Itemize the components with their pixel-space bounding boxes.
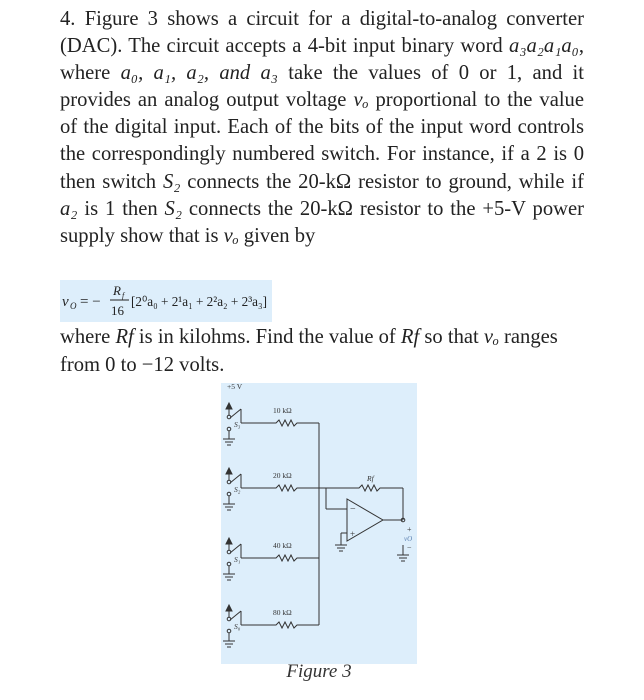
eq-lhs: v	[62, 294, 69, 310]
eq-bracket: [2⁰a₀ + 2¹a₁ + 2²a₂ + 2³a₃]	[131, 295, 267, 310]
resistor-label-10k: 10 kΩ	[273, 406, 292, 415]
switch-label-s0: S₀	[234, 622, 241, 631]
output-voltage-symbol: vₒ	[483, 326, 499, 348]
resistor-10k	[266, 420, 319, 426]
feedback-resistor-label: Rf	[367, 474, 374, 483]
resistor-label-80k: 80 kΩ	[273, 608, 292, 617]
text-run: is 1 then	[77, 197, 165, 220]
output-voltage-label: vO	[404, 535, 413, 543]
switch-label-s3: S₃	[234, 420, 241, 429]
eq-lhs-sub: O	[70, 301, 77, 311]
supply-label: +5 V	[227, 383, 243, 391]
output-plus-label: +	[407, 525, 412, 534]
dac-equation	[60, 280, 272, 322]
resistor-label-40k: 40 kΩ	[273, 541, 292, 550]
text-run: Figure 3 shows a circuit for a digital-to-analog converter (DAC). The circuit accepts a 4-bit input binary word	[60, 8, 584, 58]
switch-branch-s0	[223, 605, 266, 647]
eq-numerator: R	[113, 283, 121, 298]
bit-variables: a₀, a₁, a₂, and a₃	[120, 62, 278, 85]
eq-equals: = −	[80, 294, 101, 310]
resistor-40k	[266, 555, 319, 561]
text-run: ranges from 0 to −12 volts.	[60, 326, 558, 376]
switch-branch-s3	[223, 403, 266, 445]
eq-numerator-sub: f	[122, 291, 125, 300]
switch-branch-s2	[223, 468, 266, 510]
feedback-resistor	[351, 485, 403, 491]
switch-label-s2: S₂	[234, 485, 241, 494]
switch-symbol: S₂	[164, 197, 183, 220]
switch-label-s1: S₁	[234, 555, 241, 564]
problem-text	[60, 6, 584, 250]
text-run: take the values of 0 or 1, and it provides an analog output voltage	[60, 62, 584, 112]
text-run: , where	[60, 35, 584, 85]
text-run: connects the 20-kΩ resistor to the +5-V power supply show that is	[60, 197, 584, 247]
switch-branch-s1	[223, 538, 266, 580]
text-run: proportional to the value of the digital input. Each of the bits of the input word controls the correspondingly numbered switch. For instance, if a 2 is 0 then switch	[60, 89, 584, 193]
binary-word: a₃a₂a₁a₀	[509, 35, 579, 58]
text-run: is in kilohms. Find the value of	[133, 326, 401, 348]
output-voltage-symbol: vₒ	[353, 89, 369, 112]
figure-caption: Figure 3	[286, 661, 352, 682]
feedback-resistor-symbol: Rf	[115, 326, 134, 348]
opamp-minus-label: −	[350, 504, 356, 515]
resistor-80k	[266, 622, 319, 628]
output-minus-label: −	[407, 543, 412, 552]
switch-symbol: S₂	[162, 170, 181, 193]
resistor-20k	[266, 485, 319, 491]
opamp-plus-label: +	[350, 529, 356, 539]
text-run: given by	[238, 224, 316, 247]
output-voltage-symbol: vₒ	[223, 224, 239, 247]
text-run: where	[60, 326, 116, 348]
bit-symbol: a₂	[60, 197, 78, 220]
problem-number: 4.	[60, 8, 76, 30]
eq-denominator: 16	[111, 303, 124, 318]
followup-text	[60, 324, 584, 379]
text-run: connects the 20-kΩ resistor to ground, while if	[180, 170, 584, 193]
dac-circuit-figure	[221, 383, 417, 664]
resistor-label-20k: 20 kΩ	[273, 471, 292, 480]
feedback-resistor-symbol: Rf	[400, 326, 420, 348]
text-run: so that	[419, 326, 484, 348]
